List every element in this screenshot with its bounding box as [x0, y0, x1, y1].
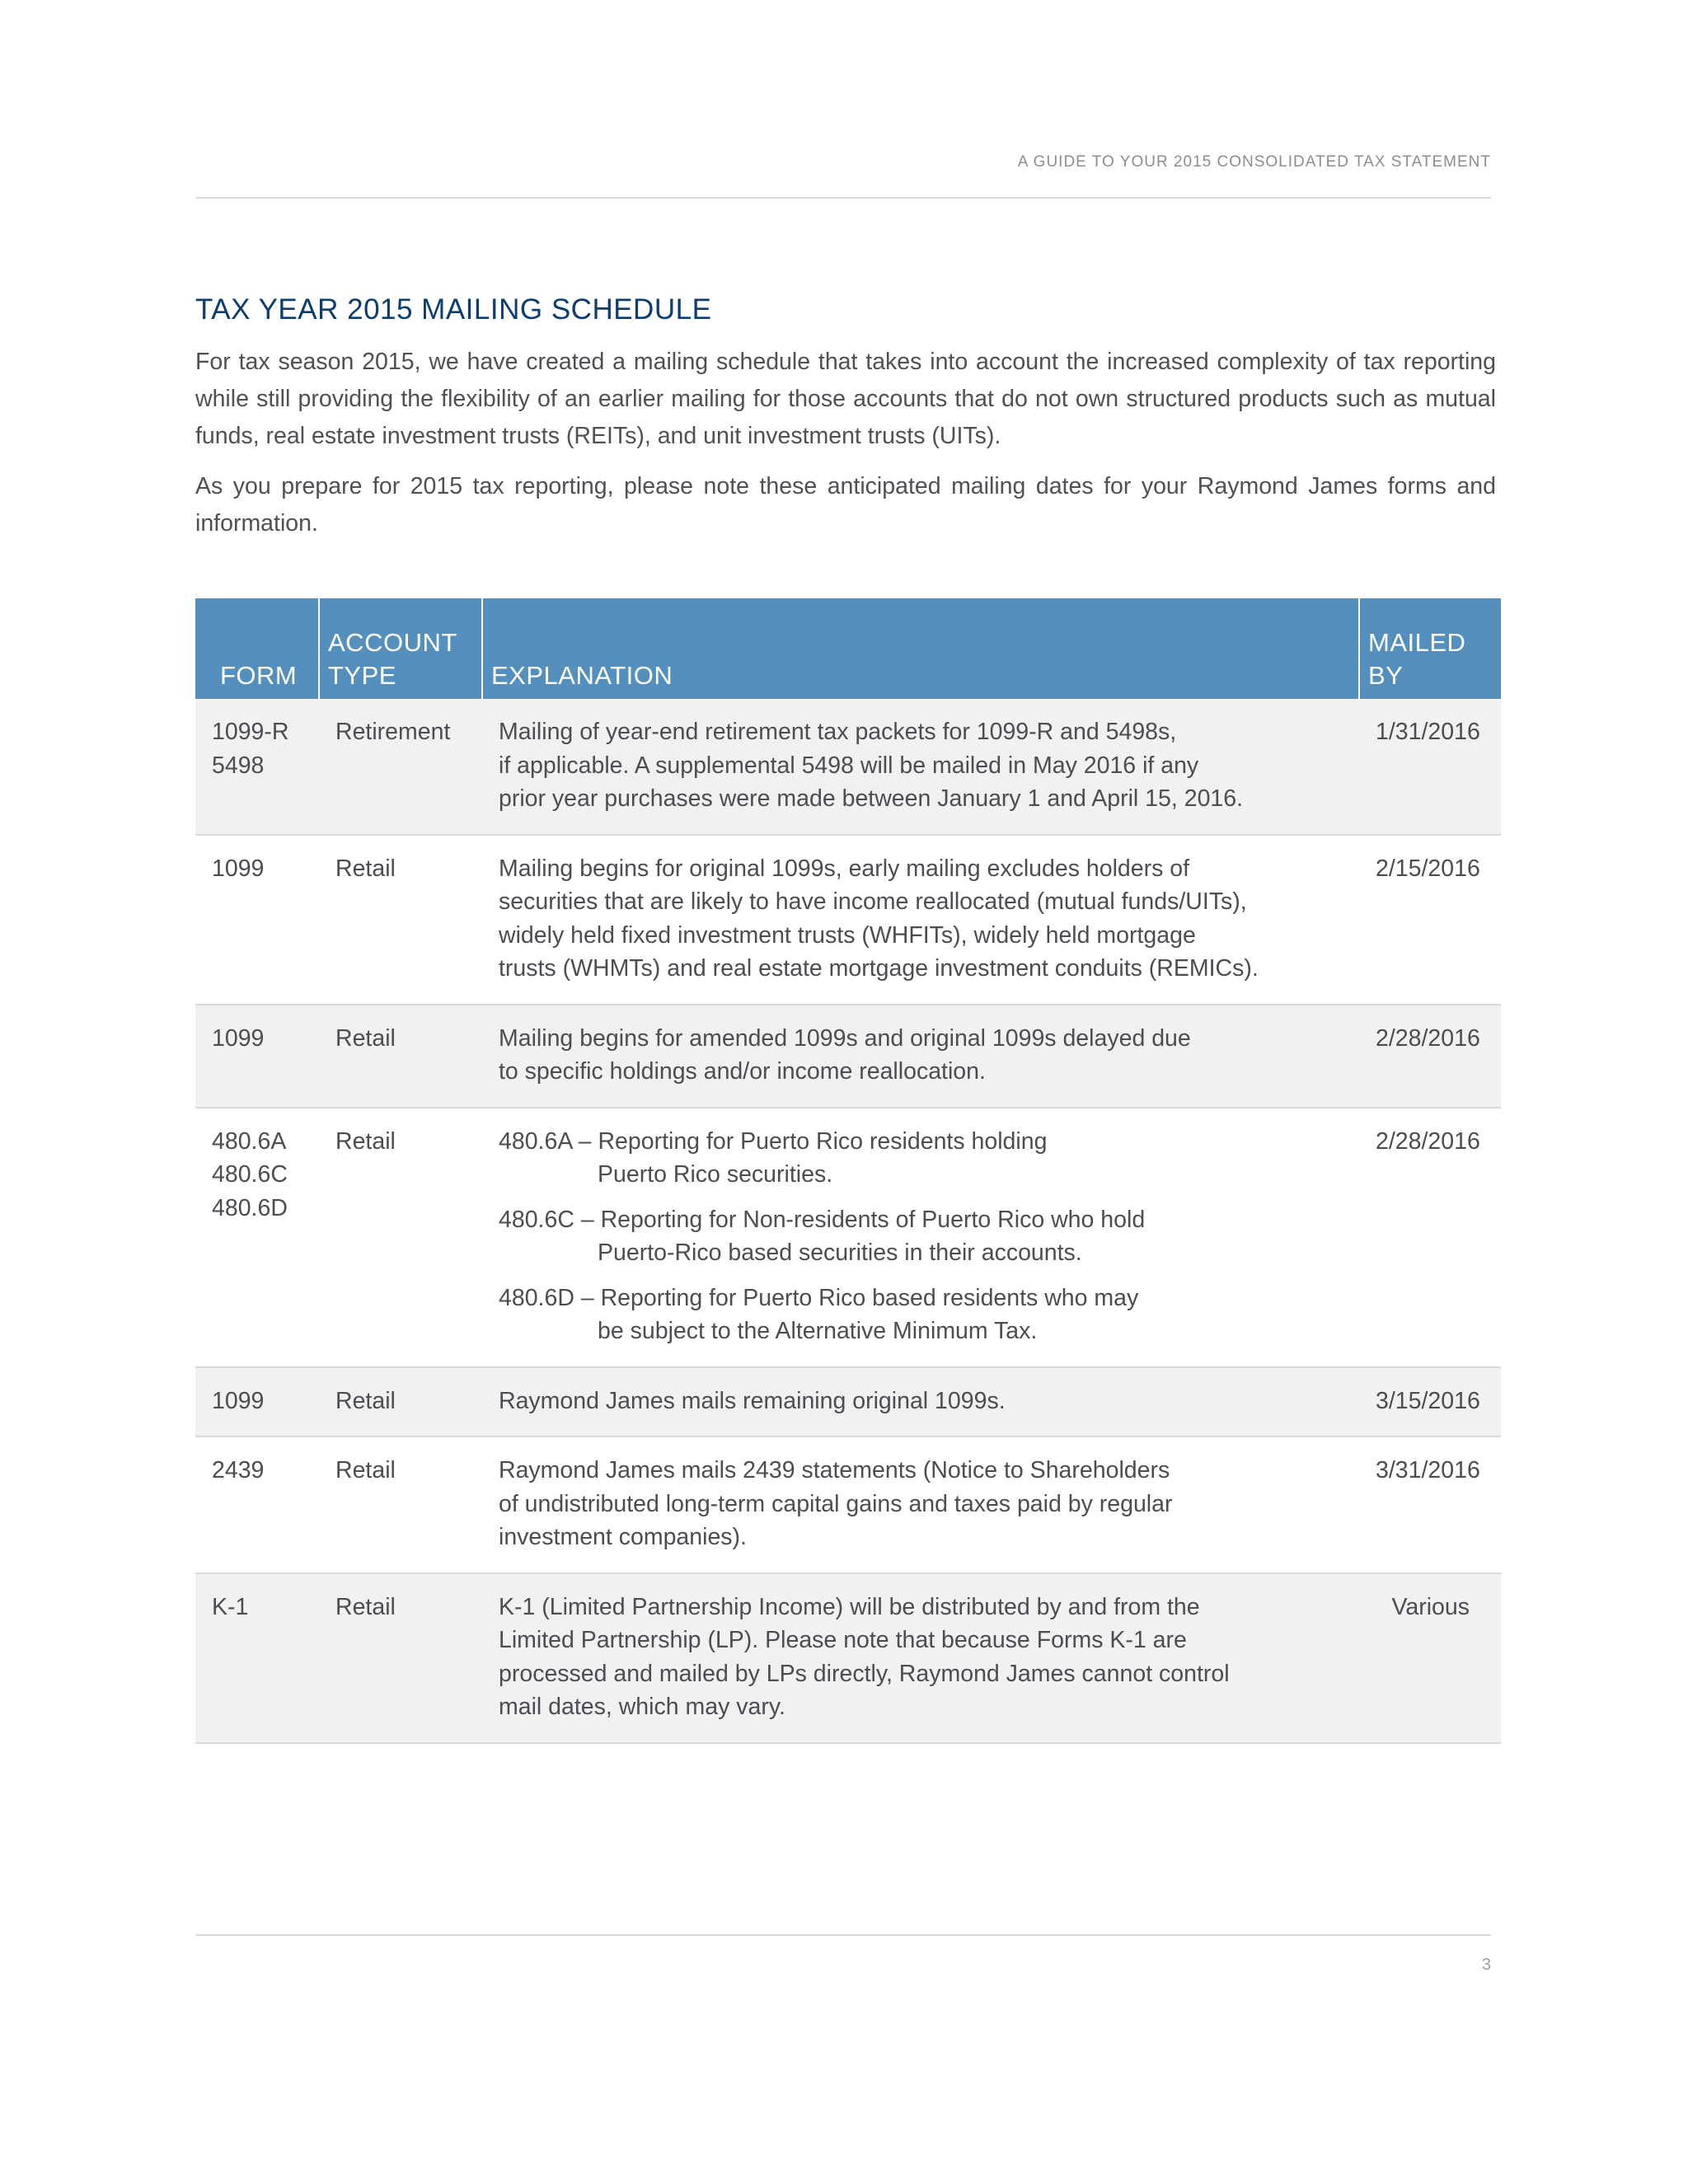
explanation-line: Reporting for Puerto Rico based residents who may — [600, 1284, 1139, 1311]
explanation-cell: Mailing of year-end retirement tax packets for 1099-R and 5498s, if applicable. A supplemental 5498 will be mailed in May 2016 if any prior year purchases were made between January 1 and April 15, 2016. — [482, 699, 1359, 835]
explanation-cell — [482, 1108, 1359, 1367]
explanation-cell: Raymond James mails 2439 statements (Notice to Shareholders of undistributed long-term capital gains and taxes paid by regular investment companies). — [482, 1436, 1359, 1573]
intro-paragraph: As you prepare for 2015 tax reporting, please note these anticipated mailing dates for your Raymond James forms and information. — [195, 473, 1496, 537]
account-type-cell: Retail — [319, 1573, 482, 1743]
form-cell: 2439 — [195, 1436, 319, 1573]
account-type-cell: Retail — [319, 1005, 482, 1108]
table-row — [195, 1436, 1501, 1573]
table-row — [195, 835, 1501, 1005]
column-header-account-type: ACCOUNT TYPE — [319, 598, 482, 699]
mailed-by-cell: 2/28/2016 — [1359, 1108, 1501, 1367]
form-code: 480.6C – — [499, 1206, 601, 1233]
table-row — [195, 1367, 1501, 1437]
mailed-by-cell: Various — [1359, 1573, 1501, 1743]
table-row — [195, 1005, 1501, 1108]
explanation-sub-item — [499, 1125, 1343, 1192]
explanation-cell: Mailing begins for original 1099s, early mailing excludes holders of securities that are likely to have income reallocated (mutual funds/UITs), widely held fixed investment trusts (WHFITs), widely held mortgage trusts (WHMTs) and real estate mortgage investment conduits (REMICs). — [482, 835, 1359, 1005]
mailing-schedule-table — [195, 598, 1501, 1744]
column-header-form: FORM — [195, 598, 319, 699]
account-type-cell: Retirement — [319, 699, 482, 835]
explanation-sub-item — [499, 1203, 1343, 1270]
table-row — [195, 1573, 1501, 1743]
account-type-cell: Retail — [319, 1108, 482, 1367]
explanation-cell: K-1 (Limited Partnership Income) will be distributed by and from the Limited Partnership (LP). Please note that because Forms K-1 are processed and mailed by LPs directly, Raymond James cannot control mail dates, which may vary. — [482, 1573, 1359, 1743]
page-number: 3 — [1481, 1956, 1491, 1974]
running-header: A GUIDE TO YOUR 2015 CONSOLIDATED TAX STATEMENT — [1017, 153, 1491, 171]
column-header-mailed-by: MAILED BY — [1359, 598, 1501, 699]
form-cell: 1099 — [195, 1005, 319, 1108]
account-type-cell: Retail — [319, 835, 482, 1005]
table-header — [195, 598, 1501, 699]
explanation-line: Reporting for Non-residents of Puerto Rico who hold — [600, 1206, 1146, 1233]
mailed-by-cell: 2/28/2016 — [1359, 1005, 1501, 1108]
table-row — [195, 699, 1501, 835]
mailed-by-cell: 3/15/2016 — [1359, 1367, 1501, 1437]
footer-divider — [195, 1934, 1491, 1936]
explanation-line: be subject to the Alternative Minimum Tax. — [598, 1318, 1038, 1344]
explanation-cell: Mailing begins for amended 1099s and original 1099s delayed due to specific holdings and/or income reallocation. — [482, 1005, 1359, 1108]
form-cell: 480.6A 480.6C 480.6D — [195, 1108, 319, 1367]
form-cell: 1099 — [195, 1367, 319, 1437]
form-cell: K-1 — [195, 1573, 319, 1743]
form-code: 480.6A – — [499, 1127, 598, 1155]
explanation-line: Puerto-Rico based securities in their accounts. — [598, 1240, 1082, 1266]
explanation-sub-item — [499, 1282, 1343, 1348]
mailed-by-cell: 2/15/2016 — [1359, 835, 1501, 1005]
section-title: TAX YEAR 2015 MAILING SCHEDULE — [195, 293, 712, 326]
form-code: 480.6D – — [499, 1284, 601, 1311]
intro-paragraph: For tax season 2015, we have created a mailing schedule that takes into account the increased complexity of tax reporting while still providing the flexibility of an earlier mailing for those accounts that do not own structured products such as mutual funds, real estate investment trusts (REITs), and unit investment trusts (UITs). — [195, 349, 1496, 449]
explanation-line: Puerto Rico securities. — [598, 1161, 833, 1188]
column-header-explanation: EXPLANATION — [482, 598, 1359, 699]
account-type-cell: Retail — [319, 1367, 482, 1437]
form-cell: 1099 — [195, 835, 319, 1005]
table-row — [195, 1108, 1501, 1367]
mailed-by-cell: 1/31/2016 — [1359, 699, 1501, 835]
form-cell: 1099-R 5498 — [195, 699, 319, 835]
explanation-cell: Raymond James mails remaining original 1099s. — [482, 1367, 1359, 1437]
account-type-cell: Retail — [319, 1436, 482, 1573]
explanation-line: Reporting for Puerto Rico residents holding — [598, 1127, 1048, 1155]
header-divider — [195, 197, 1491, 199]
mailed-by-cell: 3/31/2016 — [1359, 1436, 1501, 1573]
